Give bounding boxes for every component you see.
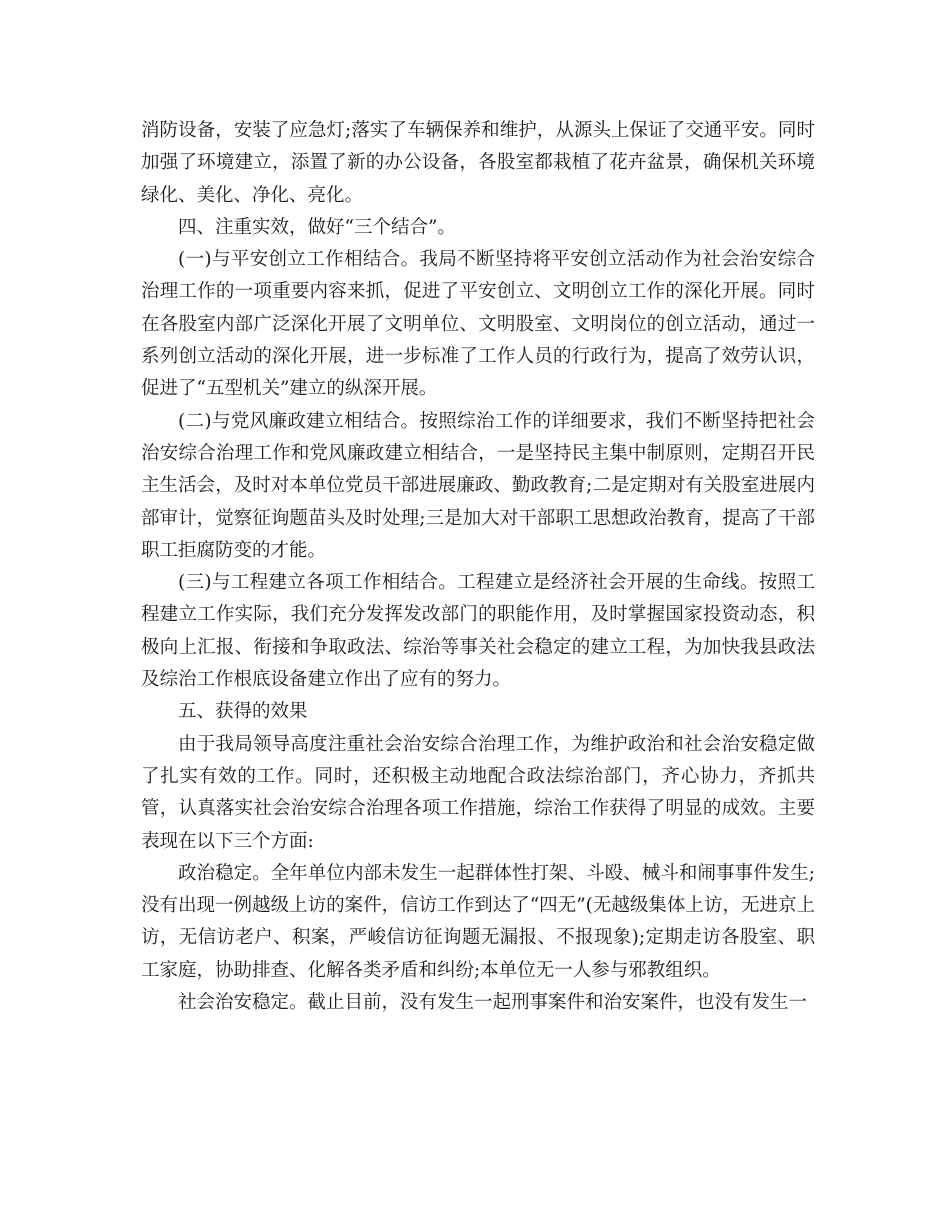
section-heading-four: 四、注重实效，做好“三个结合”。 [178, 216, 456, 238]
paragraph-project-construction: (三)与工程建立各项工作相结合。工程建立是经济社会开展的生命线。按照工程建立工作实际，我们充分发挥发改部门的职能作用，及时掌握国家投资动态，积极向上汇报、衔接和争取政法、综治等事关社会稳定的建立工程，为加快我县政法及综治工作根底设备建立作出了应有的努力。 [141, 572, 815, 691]
paragraph-party-conduct: (二)与党风廉政建立相结合。按照综治工作的详细要求，我们不断坚持把社会治安综合治理工作和党风廉政建立相结合，一是坚持民主集中制原则，定期召开民主生活会，及时对本单位党员干部进展廉政、勤政教育;二是定期对有关股室进展内部审计，觉察征询题苗头及时处理;三是加大对干部职工思想政治教育，提高了干部职工拒腐防变的才能。 [141, 410, 815, 561]
document-body [141, 115, 815, 1019]
paragraph-continued: 消防设备，安装了应急灯;落实了车辆保养和维护，从源头上保证了交通平安。同时加强了环境建立，添置了新的办公设备，各股室都栽植了花卉盆景，确保机关环境绿化、美化、净化、亮化。 [141, 120, 815, 206]
paragraph-safety-creation: (一)与平安创立工作相结合。我局不断坚持将平安创立活动作为社会治安综合治理工作的一项重要内容来抓，促进了平安创立、文明创立工作的深化开展。同时在各股室内部广泛深化开展了文明单位、文明股室、文明岗位的创立活动，通过一系列创立活动的深化开展，进一步标准了工作人员的行政行为，提高了效劳认识，促进了“五型机关”建立的纵深开展。 [141, 249, 815, 400]
paragraph-political-stability: 政治稳定。全年单位内部未发生一起群体性打架、斗殴、械斗和闹事事件发生;没有出现一例越级上访的案件，信访工作到达了“四无”(无越级集体上访，无进京上访，无信访老户、积案，严峻信访征询题无漏报、不报现象);定期走访各股室、职工家庭，协助排查、化解各类矛盾和纠纷;本单位无一人参与邪教组织。 [141, 862, 815, 981]
paragraph-public-security: 社会治安稳定。截止目前，没有发生一起刑事案件和治安案件，也没有发生一 [178, 992, 808, 1014]
section-heading-five: 五、获得的效果 [178, 701, 308, 723]
paragraph-results-intro: 由于我局领导高度注重社会治安综合治理工作，为维护政治和社会治安稳定做了扎实有效的工作。同时，还积极主动地配合政法综治部门，齐心协力，齐抓共管，认真落实社会治安综合治理各项工作措施，综治工作获得了明显的成效。主要表现在以下三个方面: [141, 733, 815, 852]
